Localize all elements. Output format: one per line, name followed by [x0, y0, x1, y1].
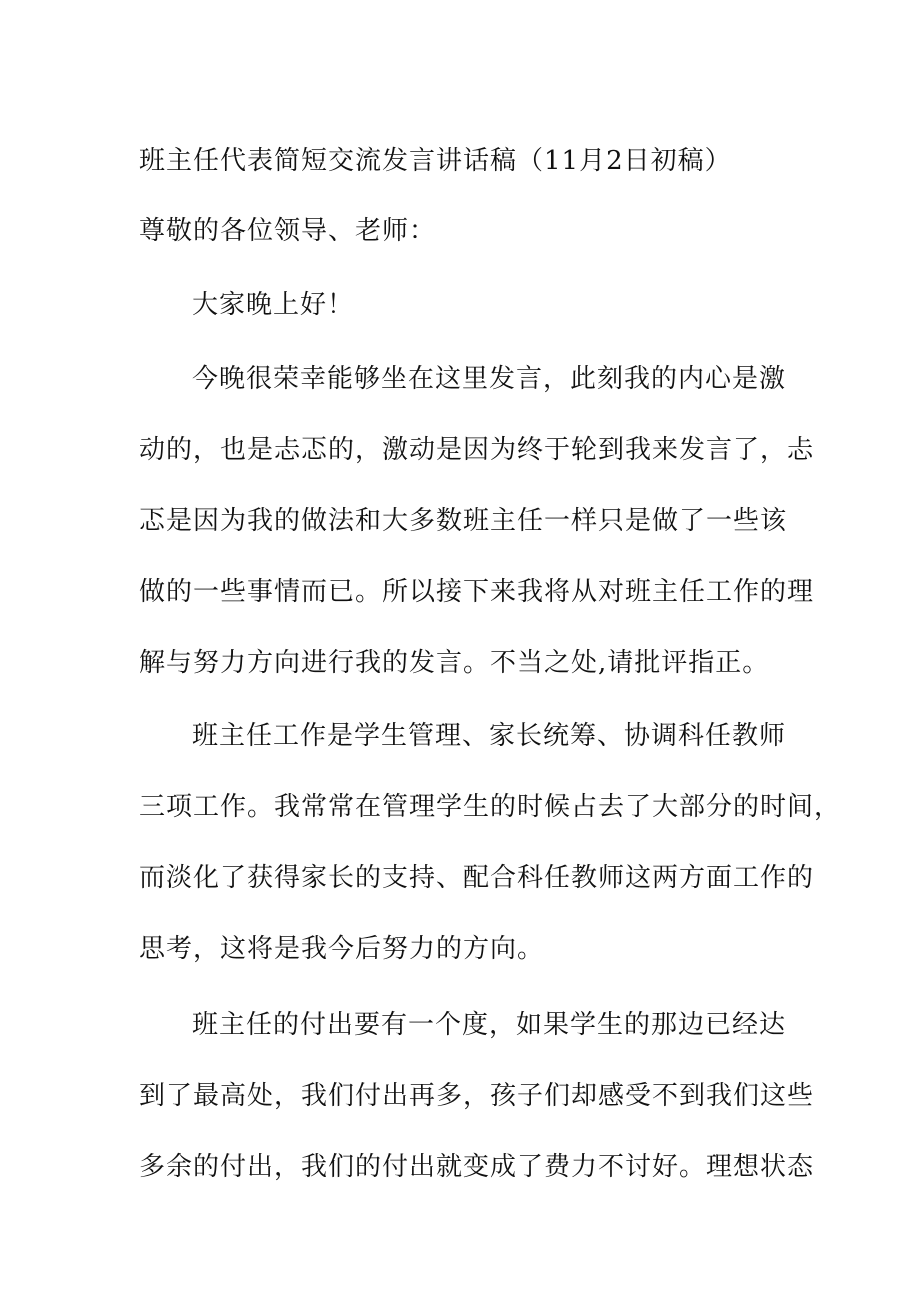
paragraph-1-line-1: 今晚很荣幸能够坐在这里发言，此刻我的内心是激	[192, 364, 787, 394]
paragraph-1-line-5: 解与努力方向进行我的发言。不当之处,请批评指正。	[139, 648, 770, 678]
paragraph-2-line-2: 三项工作。我常常在管理学生的时候占去了大部分的时间，	[139, 792, 842, 822]
paragraph-1-line-2: 动的，也是忐忑的，激动是因为终于轮到我来发言了，忐	[139, 435, 815, 465]
paragraph-3-line-1: 班主任的付出要有一个度，如果学生的那边已经达	[192, 1010, 787, 1040]
greeting: 大家晚上好！	[192, 290, 355, 320]
paragraph-1-line-3: 忑是因为我的做法和大多数班主任一样只是做了一些该	[139, 506, 788, 536]
paragraph-2-line-1: 班主任工作是学生管理、家长统筹、协调科任教师	[192, 721, 787, 751]
paragraph-3-line-3: 多余的付出，我们的付出就变成了费力不讨好。理想状态	[139, 1152, 815, 1182]
paragraph-3-line-2: 到了最高处，我们付出再多，孩子们却感受不到我们这些	[139, 1081, 815, 1111]
paragraph-2-line-3: 而淡化了获得家长的支持、配合科任教师这两方面工作的	[139, 863, 815, 893]
salutation: 尊敬的各位领导、老师：	[139, 216, 437, 246]
paragraph-2-line-4: 思考，这将是我今后努力的方向。	[139, 934, 545, 964]
document-title: 班主任代表简短交流发言讲话稿（11月2日初稿）	[139, 146, 732, 176]
paragraph-1-line-4: 做的一些事情而已。所以接下来我将从对班主任工作的理	[139, 577, 815, 607]
